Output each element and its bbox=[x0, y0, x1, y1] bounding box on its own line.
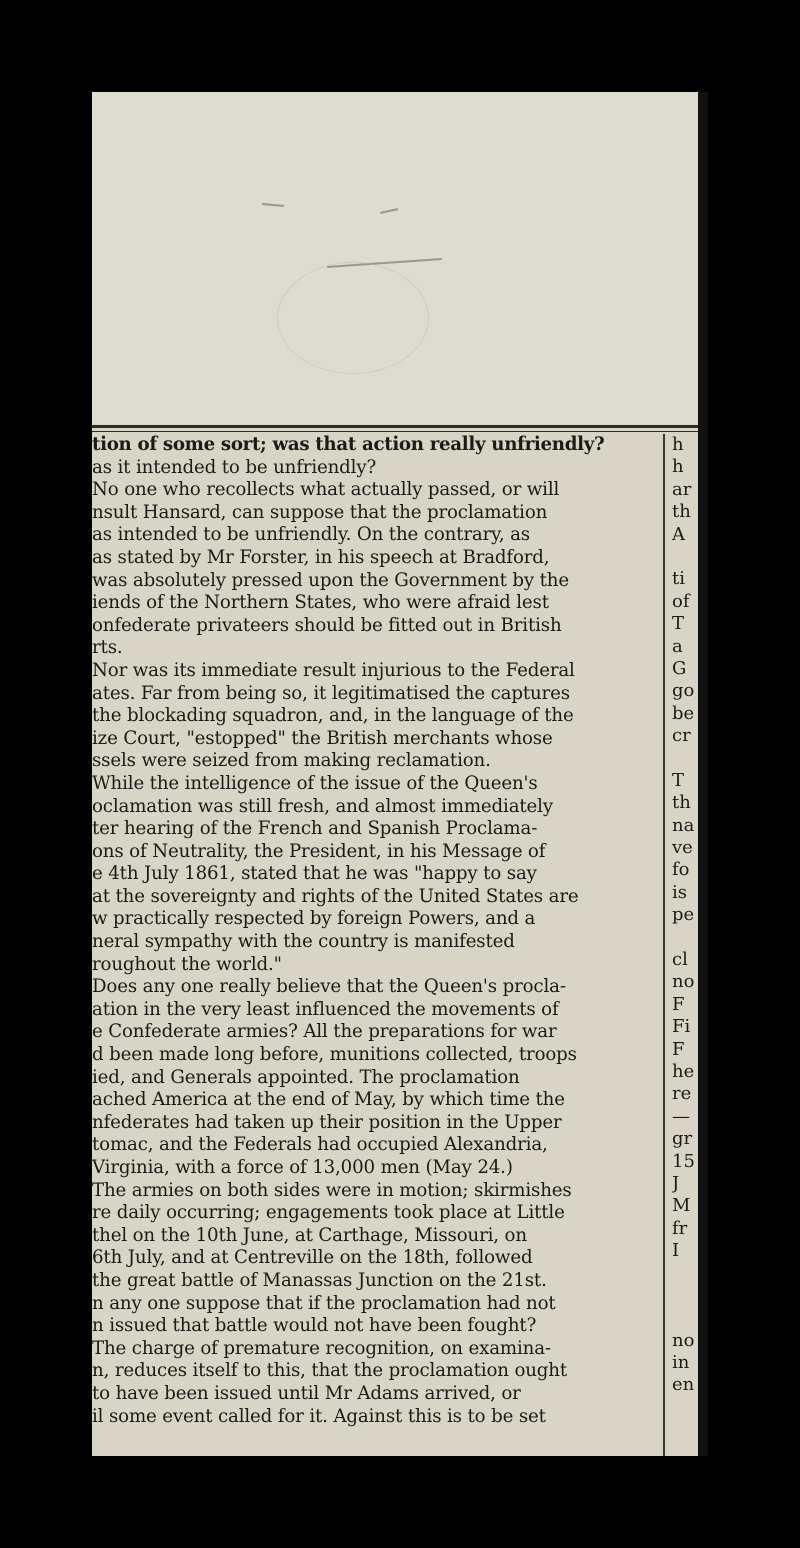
article-line: ation in the very least influenced the movements of bbox=[92, 998, 559, 1020]
article-line: Virginia, with a force of 13,000 men (May 24.) bbox=[92, 1157, 513, 1178]
article-line: at the sovereignty and rights of the United States are bbox=[92, 885, 579, 907]
article-line: Does any one really believe that the Queen's procla- bbox=[92, 976, 566, 998]
adjacent-column-fragment-line: h bbox=[672, 456, 684, 478]
article-line: as it intended to be unfriendly? bbox=[92, 456, 377, 478]
adjacent-column-fragment-line: na bbox=[672, 814, 695, 836]
adjacent-column-fragment-line: pe bbox=[672, 904, 695, 926]
article-line: n any one suppose that if the proclamation had not bbox=[92, 1292, 556, 1314]
adjacent-column-fragment-line: ar bbox=[672, 478, 692, 500]
column-divider bbox=[663, 434, 665, 1456]
article-line: the great battle of Manassas Junction on the 21st. bbox=[92, 1269, 547, 1291]
article-line: as stated by Mr Forster, in his speech at Bradford, bbox=[92, 546, 550, 568]
adjacent-column-fragment-line: go bbox=[672, 680, 695, 702]
adjacent-column-fragment-line: h bbox=[672, 434, 684, 455]
article-line: d been made long before, munitions collected, troops bbox=[92, 1044, 577, 1066]
ink-mark bbox=[262, 203, 284, 207]
adjacent-column-fragment-line: a bbox=[672, 635, 683, 657]
article-line: While the intelligence of the issue of the Queen's bbox=[92, 772, 538, 794]
adjacent-column-fragment-line: of bbox=[672, 590, 690, 612]
article-line: iends of the Northern States, who were afraid lest bbox=[92, 592, 549, 614]
adjacent-column-fragment-line: A bbox=[672, 523, 685, 545]
article-column bbox=[92, 434, 658, 1456]
article-line: ached America at the end of May, by which time the bbox=[92, 1089, 565, 1111]
article-line: was absolutely pressed upon the Government by the bbox=[92, 569, 569, 591]
ink-mark bbox=[380, 208, 398, 214]
article-line: The charge of premature recognition, on examina- bbox=[92, 1337, 551, 1359]
article-line: thel on the 10th June, at Carthage, Missouri, on bbox=[92, 1224, 527, 1246]
adjacent-column-fragment-line: th bbox=[672, 792, 691, 814]
adjacent-column-fragment-line: I bbox=[672, 1240, 680, 1262]
article-line: e Confederate armies? All the preparations for war bbox=[92, 1021, 557, 1043]
article-line: ter hearing of the French and Spanish Proclama- bbox=[92, 818, 538, 840]
article-line: neral sympathy with the country is manifested bbox=[92, 931, 515, 953]
article-line: ates. Far from being so, it legitimatised the captures bbox=[92, 682, 570, 704]
adjacent-column-fragment-line: 15 bbox=[672, 1150, 695, 1172]
article-line: roughout the world." bbox=[92, 953, 282, 975]
adjacent-column-fragment-line: re bbox=[672, 1083, 692, 1105]
top-rule bbox=[92, 425, 698, 428]
adjacent-column-fragment-line: T bbox=[672, 613, 685, 635]
adjacent-column-fragment-line: M bbox=[672, 1195, 691, 1217]
adjacent-column-fragment-line: J bbox=[672, 1172, 680, 1194]
adjacent-column-fragment-line: gr bbox=[672, 1128, 693, 1150]
adjacent-column-fragment-line: is bbox=[672, 881, 687, 903]
adjacent-column-fragment-line: F bbox=[672, 993, 685, 1015]
article-line: e 4th July 1861, stated that he was "happy to say bbox=[92, 863, 537, 885]
article-line: w practically respected by foreign Powers, and a bbox=[92, 908, 536, 930]
clipping-edge-shadow bbox=[698, 92, 708, 1456]
adjacent-column-fragment-line: G bbox=[672, 657, 687, 679]
article-line: n, reduces itself to this, that the proclamation ought bbox=[92, 1360, 568, 1382]
article-line: 6th July, and at Centreville on the 18th, followed bbox=[92, 1247, 533, 1269]
adjacent-column-fragment-line: T bbox=[672, 769, 685, 791]
adjacent-column-fragment-line: Fi bbox=[672, 1016, 691, 1038]
adjacent-column-fragment-line: be bbox=[672, 702, 695, 724]
adjacent-column-fragment-line: — bbox=[672, 1105, 690, 1127]
article-line: No one who recollects what actually passed, or will bbox=[92, 479, 560, 501]
top-rule-thin bbox=[92, 431, 698, 432]
article-line: tion of some sort; was that action really unfriendly? bbox=[92, 434, 605, 455]
article-line: rts. bbox=[92, 637, 123, 659]
adjacent-column-fragment-line: ve bbox=[672, 837, 693, 859]
article-line: nfederates had taken up their position in the Upper bbox=[92, 1111, 562, 1133]
article-line: Nor was its immediate result injurious to the Federal bbox=[92, 659, 575, 681]
adjacent-column-fragment-line: F bbox=[672, 1038, 685, 1060]
newspaper-clipping bbox=[92, 92, 708, 1456]
adjacent-column-fragment-line: cl bbox=[672, 948, 688, 970]
article-line: re daily occurring; engagements took place at Little bbox=[92, 1202, 565, 1224]
adjacent-column-fragment-line: en bbox=[672, 1374, 695, 1396]
article-line: The armies on both sides were in motion; skirmishes bbox=[92, 1179, 572, 1201]
faded-stamp bbox=[277, 262, 429, 374]
article-line: as intended to be unfriendly. On the contrary, as bbox=[92, 524, 530, 546]
adjacent-column-fragment-line: he bbox=[672, 1060, 695, 1082]
article-line: oclamation was still fresh, and almost immediately bbox=[92, 795, 553, 817]
clipping-header-blank-area bbox=[92, 92, 708, 424]
adjacent-column-fragment-line: ti bbox=[672, 568, 685, 590]
article-line: nsult Hansard, can suppose that the proclamation bbox=[92, 501, 548, 523]
article-line: il some event called for it. Against this is to be set bbox=[92, 1405, 546, 1427]
article-line: ons of Neutrality, the President, in his Message of bbox=[92, 840, 546, 862]
adjacent-column-fragment-line: in bbox=[672, 1352, 690, 1374]
article-line: onfederate privateers should be fitted out in British bbox=[92, 614, 562, 636]
article-line: to have been issued until Mr Adams arrived, or bbox=[92, 1382, 521, 1404]
article-line: ize Court, "estopped" the British merchants whose bbox=[92, 727, 553, 749]
article-line: ied, and Generals appointed. The proclamation bbox=[92, 1066, 520, 1088]
adjacent-column-fragment-line: no bbox=[672, 971, 695, 993]
adjacent-column-fragment-line: cr bbox=[672, 725, 691, 747]
article-line: ssels were seized from making reclamation. bbox=[92, 750, 491, 772]
adjacent-column-fragment-line: fo bbox=[672, 859, 690, 881]
adjacent-column-fragment-line: th bbox=[672, 501, 691, 523]
article-line: tomac, and the Federals had occupied Alexandria, bbox=[92, 1134, 548, 1156]
article-line: the blockading squadron, and, in the language of the bbox=[92, 705, 574, 727]
adjacent-column-fragment-line: no bbox=[672, 1329, 695, 1351]
article-line: n issued that battle would not have been fought? bbox=[92, 1315, 537, 1337]
adjacent-column-fragment-line: fr bbox=[672, 1217, 688, 1239]
